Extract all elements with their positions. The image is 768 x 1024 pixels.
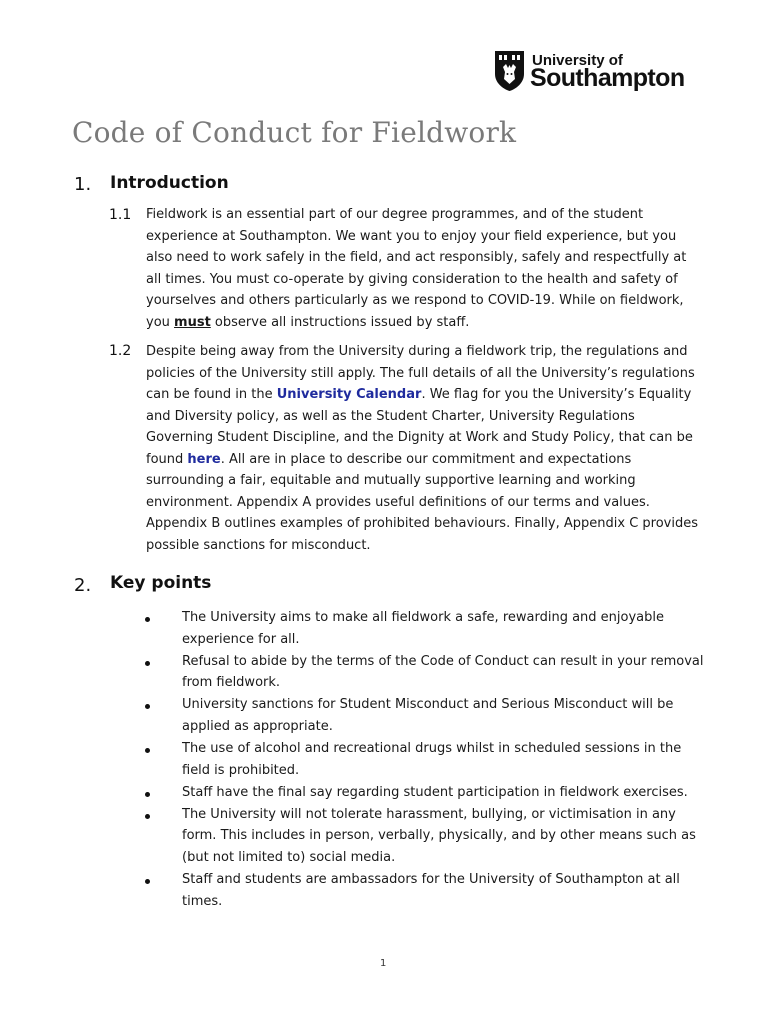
section2-heading: Key points — [110, 573, 212, 593]
section2-number: 2. — [74, 575, 92, 596]
para-1-2-text: Despite being away from the University during a fieldwork trip, the regulations and policies of the University still apply. The full details of all the University’s regulations can be found in the — [146, 344, 695, 402]
must-emphasis: must — [174, 314, 211, 330]
key-points-list — [144, 607, 704, 913]
para-1-2-text-end: . All are in place to describe our commitment and expectations surrounding a fair, equitable and mutually supportive learning and working environment. Appendix A provides useful definitions of our terms and values. Appendix B outlines examples of prohibited behaviours. Finally, Appendix C provides possible sanctions for misconduct. — [146, 451, 699, 553]
bullet-icon — [145, 879, 150, 884]
page-number: 1 — [380, 958, 387, 969]
para-1-2 — [146, 341, 702, 556]
list-item: The use of alcohol and recreational drugs whilst in scheduled sessions in the field is prohibited. — [144, 738, 704, 781]
university-calendar-link[interactable]: University Calendar — [276, 387, 422, 402]
document-title: Code of Conduct for Fieldwork — [72, 116, 517, 149]
logo-line1: University of — [532, 52, 623, 69]
list-item: Staff and students are ambassadors for the University of Southampton at all times. — [144, 869, 704, 912]
logo-line2: Southampton — [530, 64, 685, 92]
bullet-icon — [145, 617, 150, 622]
list-item: Staff have the final say regarding student participation in fieldwork exercises. — [144, 782, 704, 804]
bullet-icon — [145, 814, 150, 819]
para-1-1-text-end: observe all instructions issued by staff. — [210, 314, 470, 330]
bullet-icon — [145, 792, 150, 797]
section1-number: 1. — [74, 174, 92, 195]
list-item: Refusal to abide by the terms of the Code of Conduct can result in your removal from fieldwork. — [144, 651, 704, 694]
bullet-icon — [145, 704, 150, 709]
para-1-1-text: Fieldwork is an essential part of our degree programmes, and of the student experience at Southampton. We want you to enjoy your field experience, but you also need to work safely in the field, and act responsibly, safely and respectfully at all times. You must co-operate by giving consideration to the health and safety of yourselves and others particularly as we respond to COVID-19. While on fieldwork, you — [146, 207, 687, 330]
university-logo — [494, 50, 704, 94]
section1-heading: Introduction — [110, 173, 229, 193]
para-1-2-text-mid: . We flag for you the University’s Equality and Diversity policy, as well as the Student Charter, University Regulations Governing Student Discipline, and the Dignity at Work and Study Policy, that can be found — [146, 387, 693, 467]
list-item: The University aims to make all fieldwork a safe, rewarding and enjoyable experience for all. — [144, 607, 704, 650]
list-item: University sanctions for Student Misconduct and Serious Misconduct will be applied as appropriate. — [144, 694, 704, 737]
bullet-icon — [145, 748, 150, 753]
list-item: The University will not tolerate harassment, bullying, or victimisation in any form. This includes in person, verbally, physically, and by other means such as (but not limited to) social media. — [144, 804, 704, 869]
para-1-1-number: 1.1 — [109, 207, 132, 223]
shield-crest-icon — [494, 50, 525, 92]
para-1-1 — [146, 204, 702, 333]
bullet-icon — [145, 661, 150, 666]
here-link[interactable]: here — [187, 451, 221, 467]
para-1-2-number: 1.2 — [109, 343, 132, 359]
